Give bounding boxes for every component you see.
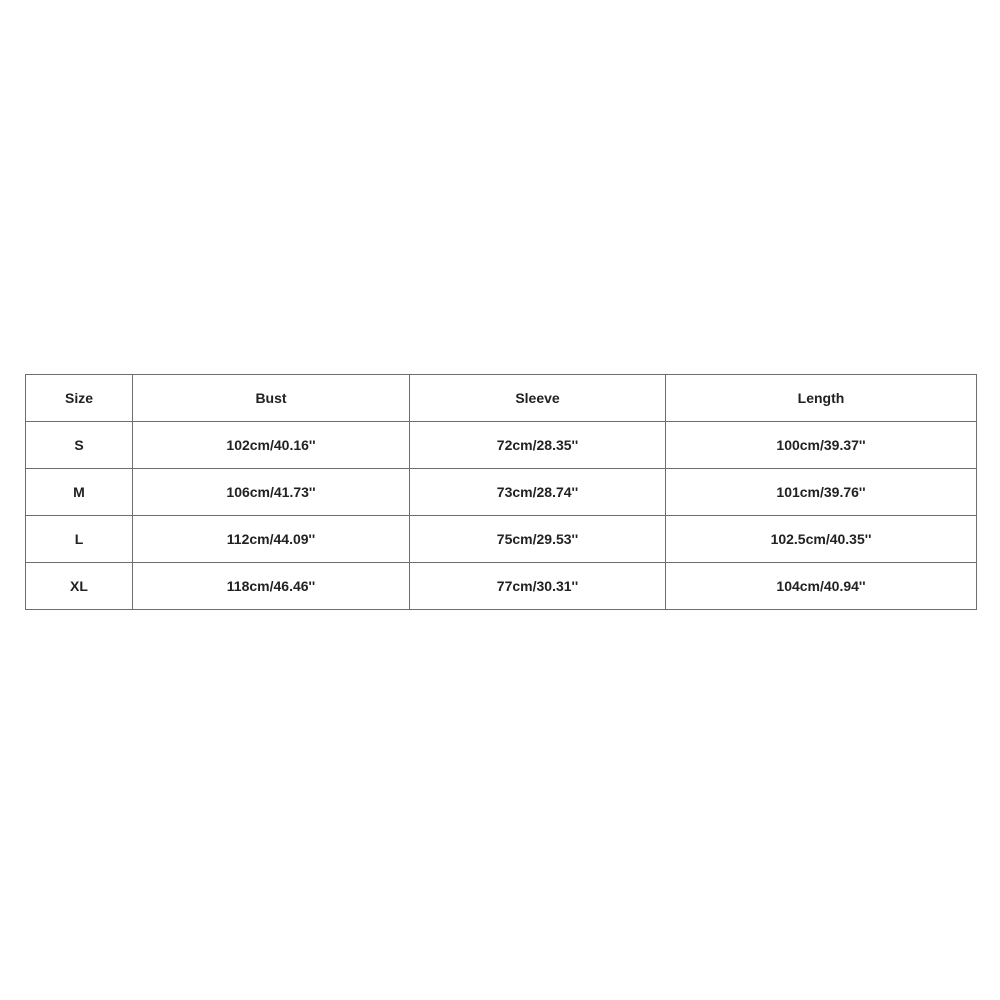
cell-bust: 118cm/46.46''	[133, 563, 410, 610]
cell-sleeve: 73cm/28.74''	[410, 469, 666, 516]
size-chart-table	[25, 374, 977, 610]
cell-bust: 112cm/44.09''	[133, 516, 410, 563]
cell-bust: 102cm/40.16''	[133, 422, 410, 469]
table-row	[26, 563, 977, 610]
header-size: Size	[26, 375, 133, 422]
cell-size: S	[26, 422, 133, 469]
header-row	[26, 375, 977, 422]
cell-sleeve: 77cm/30.31''	[410, 563, 666, 610]
table-row	[26, 516, 977, 563]
header-sleeve: Sleeve	[410, 375, 666, 422]
cell-length: 101cm/39.76''	[666, 469, 977, 516]
table-row	[26, 469, 977, 516]
cell-length: 100cm/39.37''	[666, 422, 977, 469]
cell-bust: 106cm/41.73''	[133, 469, 410, 516]
table-row	[26, 422, 977, 469]
cell-sleeve: 75cm/29.53''	[410, 516, 666, 563]
cell-size: XL	[26, 563, 133, 610]
cell-size: M	[26, 469, 133, 516]
cell-sleeve: 72cm/28.35''	[410, 422, 666, 469]
cell-size: L	[26, 516, 133, 563]
cell-length: 104cm/40.94''	[666, 563, 977, 610]
cell-length: 102.5cm/40.35''	[666, 516, 977, 563]
header-bust: Bust	[133, 375, 410, 422]
header-length: Length	[666, 375, 977, 422]
